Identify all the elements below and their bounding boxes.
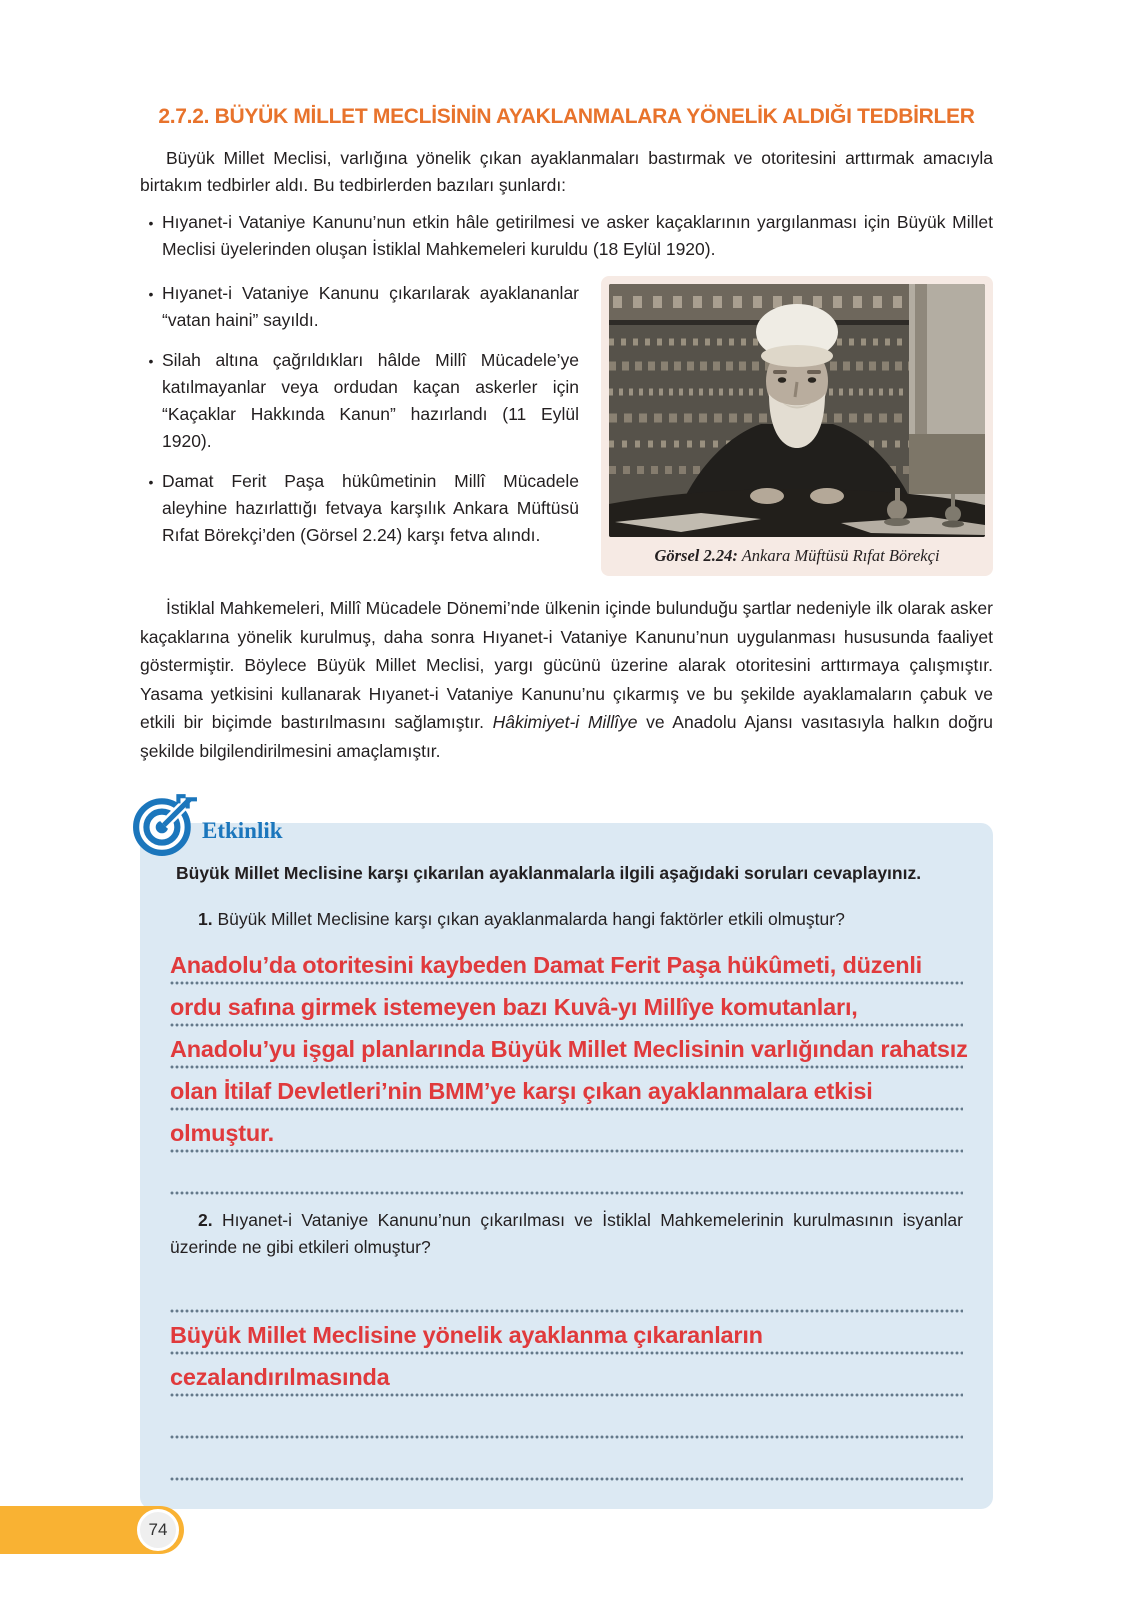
answer-2-line: Büyük Millet Meclisine yönelik ayaklanma çıkaranların [170, 1322, 763, 1349]
bullet-marker: • [148, 353, 154, 370]
page-number: 74 [137, 1509, 179, 1551]
closing-italic: Hâkimiyet-i Millîye [492, 712, 638, 733]
answer-2-area [170, 1273, 963, 1483]
bullet-item-4 [140, 468, 579, 549]
answer-1-line: Anadolu’yu işgal planlarında Büyük Millet Meclisinin varlığından rahatsız [170, 1036, 968, 1063]
blank-answer-line [170, 1399, 963, 1441]
bullet-marker: • [148, 474, 154, 491]
blank-answer-line [170, 1155, 963, 1197]
bullet-item-1 [140, 209, 993, 263]
two-column-section [140, 276, 993, 576]
answer-1-line: ordu safına girmek istemeyen bazı Kuvâ-yı Millîye komutanları, [170, 994, 858, 1021]
answer-1-line: olan İtilaf Devletleri’nin BMM’ye karşı çıkan ayaklanmalara etkisi [170, 1078, 873, 1105]
answer-2-line: cezalandırılmasında [170, 1364, 390, 1391]
figure-caption [609, 537, 985, 566]
answer-1-line: Anadolu’da otoritesini kaybeden Damat Ferit Paşa hükûmeti, düzenli [170, 952, 923, 979]
blank-answer-line [170, 1273, 963, 1315]
section-title: 2.7.2. BÜYÜK MİLLET MECLİSİNİN AYAKLANMALARA YÖNELİK ALDIĞI TEDBİRLER [158, 105, 975, 128]
page-number-pill [0, 1506, 184, 1554]
figure-caption-text: Ankara Müftüsü Rıfat Börekçi [737, 546, 940, 566]
blank-answer-line [170, 1441, 963, 1483]
figure-caption-label: Görsel 2.24: [654, 546, 738, 566]
closing-text-1: İstiklal Mahkemeleri, Millî Mücadele Dönemi’nde ülkenin içinde bulunduğu şartlar nedeniyle ilk olarak asker kaçaklarına yönelik kurulmuş, daha sonra Hıyanet-i Vataniye Kanunu’nun uygulanması hususunda faaliyet göstermiştir. Böylece Büyük Millet Meclisi, yargı gücünü üzerine alarak otoritesini arttırmaya çalışmıştır. Yasama yetkisini kullanarak Hıyanet-i Vataniye Kanunu’nu çıkarmış ve bu şekilde ayaklamaların çabuk ve etkili bir biçimde bastırılmasını sağlamıştır. [140, 598, 993, 733]
question-1-number: 1. [198, 909, 213, 930]
question-2-number: 2. [198, 1210, 213, 1231]
activity-header [132, 791, 283, 857]
activity-box [140, 818, 993, 1509]
question-2-text: Hıyanet-i Vataniye Kanunu’nun çıkarılması ve İstiklal Mahkemelerinin kurulmasının isyanlar üzerinde ne gibi etkileri olmuştur? [170, 1210, 963, 1258]
question-1-text: Büyük Millet Meclisine karşı çıkan ayaklanmalarda hangi faktörler etkili olmuştur? [212, 909, 845, 930]
closing-text-2: ve Anadolu Ajansı vasıtasıyla halkın doğru şekilde bilgilendirilmesini amaçlamıştır. [140, 712, 994, 761]
bullet-marker: • [148, 286, 154, 303]
bullet-text: Hıyanet-i Vataniye Kanunu’nun etkin hâle getirilmesi ve asker kaçaklarının yargılanması için Büyük Millet Meclisi üyelerinden oluşan İstiklal Mahkemeleri kuruldu (18 Eylül 1920). [162, 212, 993, 260]
answer-1-area [170, 945, 968, 1197]
rifat-borekci-photo [609, 284, 985, 537]
question-2 [170, 1207, 963, 1261]
bullet-text: Silah altına çağrıldıkları hâlde Millî Mücadele’ye katılmayanlar veya ordudan kaçan askerler için “Kaçaklar Hakkında Kanun” hazırlandı (11 Eylül 1920). [162, 350, 579, 452]
intro-paragraph: Büyük Millet Meclisi, varlığına yönelik çıkan ayaklanmaları bastırmak ve otoritesini arttırmak amacıyla birtakım tedbirler aldı. Bu tedbirlerden bazıları şunlardı: [140, 148, 993, 196]
target-dart-icon [132, 791, 198, 857]
bullet-item-2 [140, 280, 579, 334]
bullet-column [140, 276, 579, 576]
bullet-item-3 [140, 347, 579, 455]
answer-1-line: olmuştur. [170, 1120, 274, 1147]
question-1 [170, 906, 963, 933]
closing-paragraph [140, 594, 993, 765]
figure-2-24 [601, 276, 993, 576]
activity-instruction: Büyük Millet Meclisine karşı çıkarılan ayaklanmalarla ilgili aşağıdaki soruları cevaplayınız. [176, 863, 922, 884]
bullet-marker: • [148, 215, 154, 232]
bullet-text: Damat Ferit Paşa hükûmetinin Millî Mücadele aleyhine hazırlattığı fetvaya karşılık Ankara Müftüsü Rıfat Börekçi’den (Görsel 2.24) karşı fetva alındı. [162, 471, 579, 546]
bullet-text: Hıyanet-i Vataniye Kanunu çıkarılarak ayaklananlar “vatan haini” sayıldı. [162, 283, 579, 331]
activity-label: Etkinlik [202, 818, 283, 844]
